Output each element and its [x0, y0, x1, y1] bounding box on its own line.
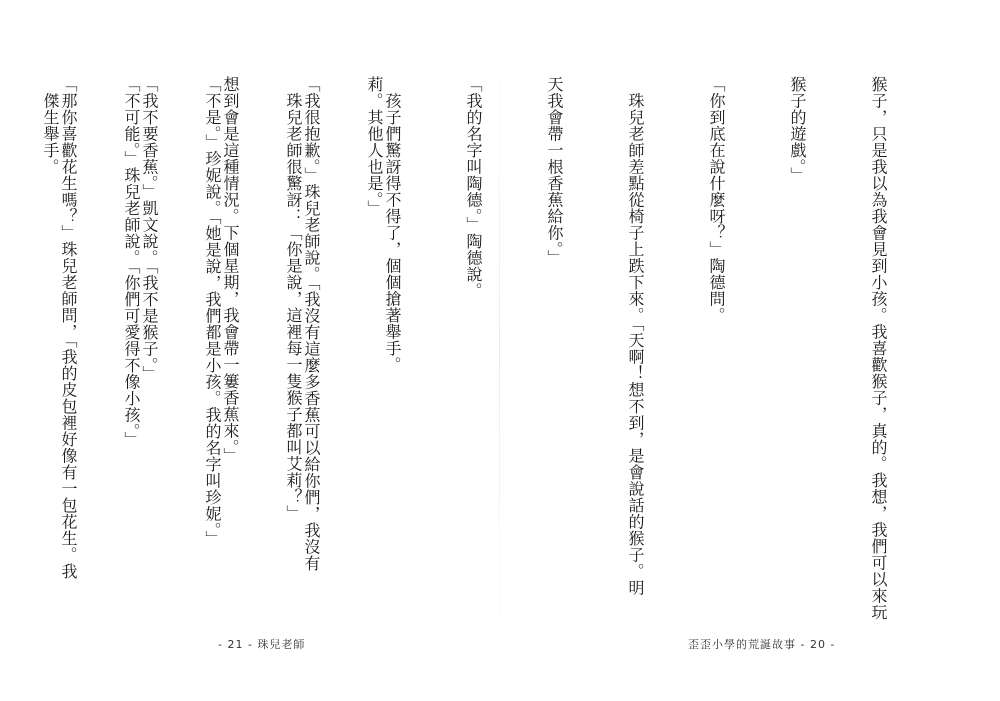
- text-line: 「不可能。」珠兒老師說。「你們可愛得不像小孩。」: [122, 76, 141, 448]
- text-line: 傑生舉手。: [41, 76, 60, 175]
- left-page-footer: - 21 - 珠兒老師: [218, 638, 306, 651]
- right-page-footer: 歪歪小學的荒誕故事 - 20 -: [688, 638, 836, 651]
- text-line: 「你到底在說什麼呀？」陶德問。: [707, 76, 726, 324]
- text-line: [0, 76, 1, 496]
- text-line: 「我很抱歉。」珠兒老師說。「我沒有這麼多香蕉可以給你們，我沒有: [302, 76, 321, 572]
- text-line: 猴子，只是我以為我會見到小孩。我喜歡猴子，真的。我想，我們可以來玩: [869, 76, 888, 621]
- text-line: 想到會是這種情況。下個星期，我會帶一簍香蕉來。」: [221, 76, 240, 464]
- text-line: 莉。其他人也是。」: [365, 76, 384, 217]
- text-line: 珠兒老師很驚訝：「你是說，這裡每一隻猴子都叫艾莉？」: [284, 76, 303, 522]
- text-line: 珠兒老師差點從椅子上跌下來。「天啊！想不到，是會說話的猴子。明: [626, 76, 645, 596]
- text-line: 「不是。」珍妮說。「她是說，我們都是小孩。我的名字叫珍妮。」: [203, 76, 222, 547]
- text-line: 「我的名字叫陶德。」陶德說。: [464, 76, 483, 299]
- text-line: 孩子們驚訝得不得了，個個搶著舉手。: [383, 76, 402, 373]
- text-line: 天我會帶一根香蕉給你。」: [545, 76, 564, 266]
- text-line: 「那你喜歡花生嗎？」珠兒老師問，「我的皮包裡好像有一包花生。我: [59, 76, 78, 580]
- text-line: 猴子的遊戲。」: [788, 76, 807, 184]
- text-line: 「我不要香蕉。」凱文說。「我不是猴子。」: [140, 76, 159, 382]
